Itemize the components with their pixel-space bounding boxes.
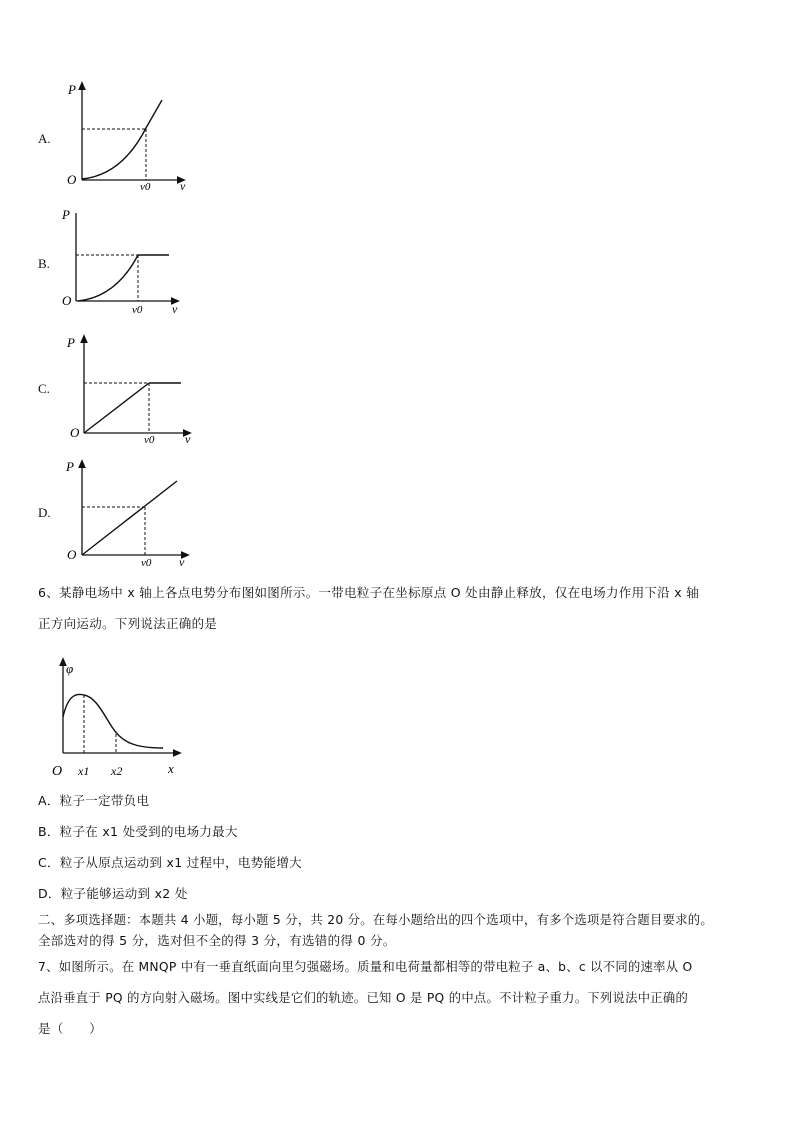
graph-b bbox=[56, 205, 196, 320]
p-v-line bbox=[84, 383, 149, 433]
x-axis-label: v bbox=[179, 555, 185, 569]
q6-option-d: D．粒子能够运动到 x2 处 bbox=[38, 886, 188, 901]
question-7-line-2: 点沿垂直于 PQ 的方向射入磁场。图中实线是它们的轨迹。已知 O 是 PQ 的中点。不计粒子重力。下列说法中正确的 bbox=[38, 991, 689, 1005]
section-2-heading-line-1: 二、多项选择题：本题共 4 小题，每小题 5 分，共 20 分。在每小题给出的四个选项中，有多个选项是符合题目要求的。 bbox=[38, 913, 713, 927]
q6-option-a: A．粒子一定带负电 bbox=[38, 793, 150, 808]
v0-tick-label: v0 bbox=[141, 557, 152, 569]
x-axis-label: v bbox=[185, 432, 191, 446]
p-v-curve bbox=[82, 100, 162, 179]
y-axis-label: P bbox=[62, 207, 70, 222]
option-a-label: A. bbox=[38, 131, 51, 146]
x2-label: x2 bbox=[111, 764, 123, 778]
option-c-label: C. bbox=[38, 381, 50, 396]
y-axis-label: P bbox=[67, 335, 75, 350]
graph-a bbox=[62, 80, 202, 195]
graph-c bbox=[64, 333, 204, 448]
question-6-line-2: 正方向运动。下列说法正确的是 bbox=[38, 616, 218, 631]
origin-label: O bbox=[70, 425, 80, 440]
origin-label: O bbox=[67, 172, 77, 187]
graph-d bbox=[62, 458, 202, 573]
option-b-label: B. bbox=[38, 256, 50, 271]
origin-label: O bbox=[67, 547, 77, 562]
origin-label: O bbox=[52, 764, 63, 779]
section-2-heading-line-2: 全部选对的得 5 分，选对但不全的得 3 分，有选错的得 0 分。 bbox=[38, 933, 396, 948]
x-axis-label: v bbox=[172, 302, 178, 316]
potential-graph bbox=[48, 655, 198, 780]
origin-label: O bbox=[62, 293, 72, 308]
phi-label: φ bbox=[66, 661, 74, 676]
y-axis-label: P bbox=[68, 82, 76, 97]
option-d-label: D. bbox=[38, 505, 51, 520]
x1-label: x1 bbox=[78, 764, 90, 778]
question-7-line-3: 是（ ） bbox=[38, 1021, 103, 1036]
potential-curve bbox=[63, 694, 163, 748]
question-7-line-1: 7、如图所示。在 MNQP 中有一垂直纸面向里匀强磁场。质量和电荷量都相等的带电粒子 a、b、c 以不同的速率从 O bbox=[38, 960, 693, 974]
question-6-line-1: 6、某静电场中 x 轴上各点电势分布图如图所示。一带电粒子在坐标原点 O 处由静止释放，仅在电场力作用下沿 x 轴 bbox=[38, 585, 700, 600]
p-v-curve bbox=[78, 255, 138, 301]
x-axis-label: v bbox=[180, 179, 186, 193]
x-axis-label: x bbox=[168, 761, 174, 776]
v0-tick-label: v0 bbox=[144, 434, 155, 446]
y-axis-label: P bbox=[66, 459, 74, 474]
v0-tick-label: v0 bbox=[140, 181, 151, 193]
v0-tick-label: v0 bbox=[132, 304, 143, 316]
q6-option-b: B．粒子在 x1 处受到的电场力最大 bbox=[38, 824, 238, 839]
q6-option-c: C．粒子从原点运动到 x1 过程中，电势能增大 bbox=[38, 855, 302, 870]
p-v-line bbox=[82, 481, 177, 555]
